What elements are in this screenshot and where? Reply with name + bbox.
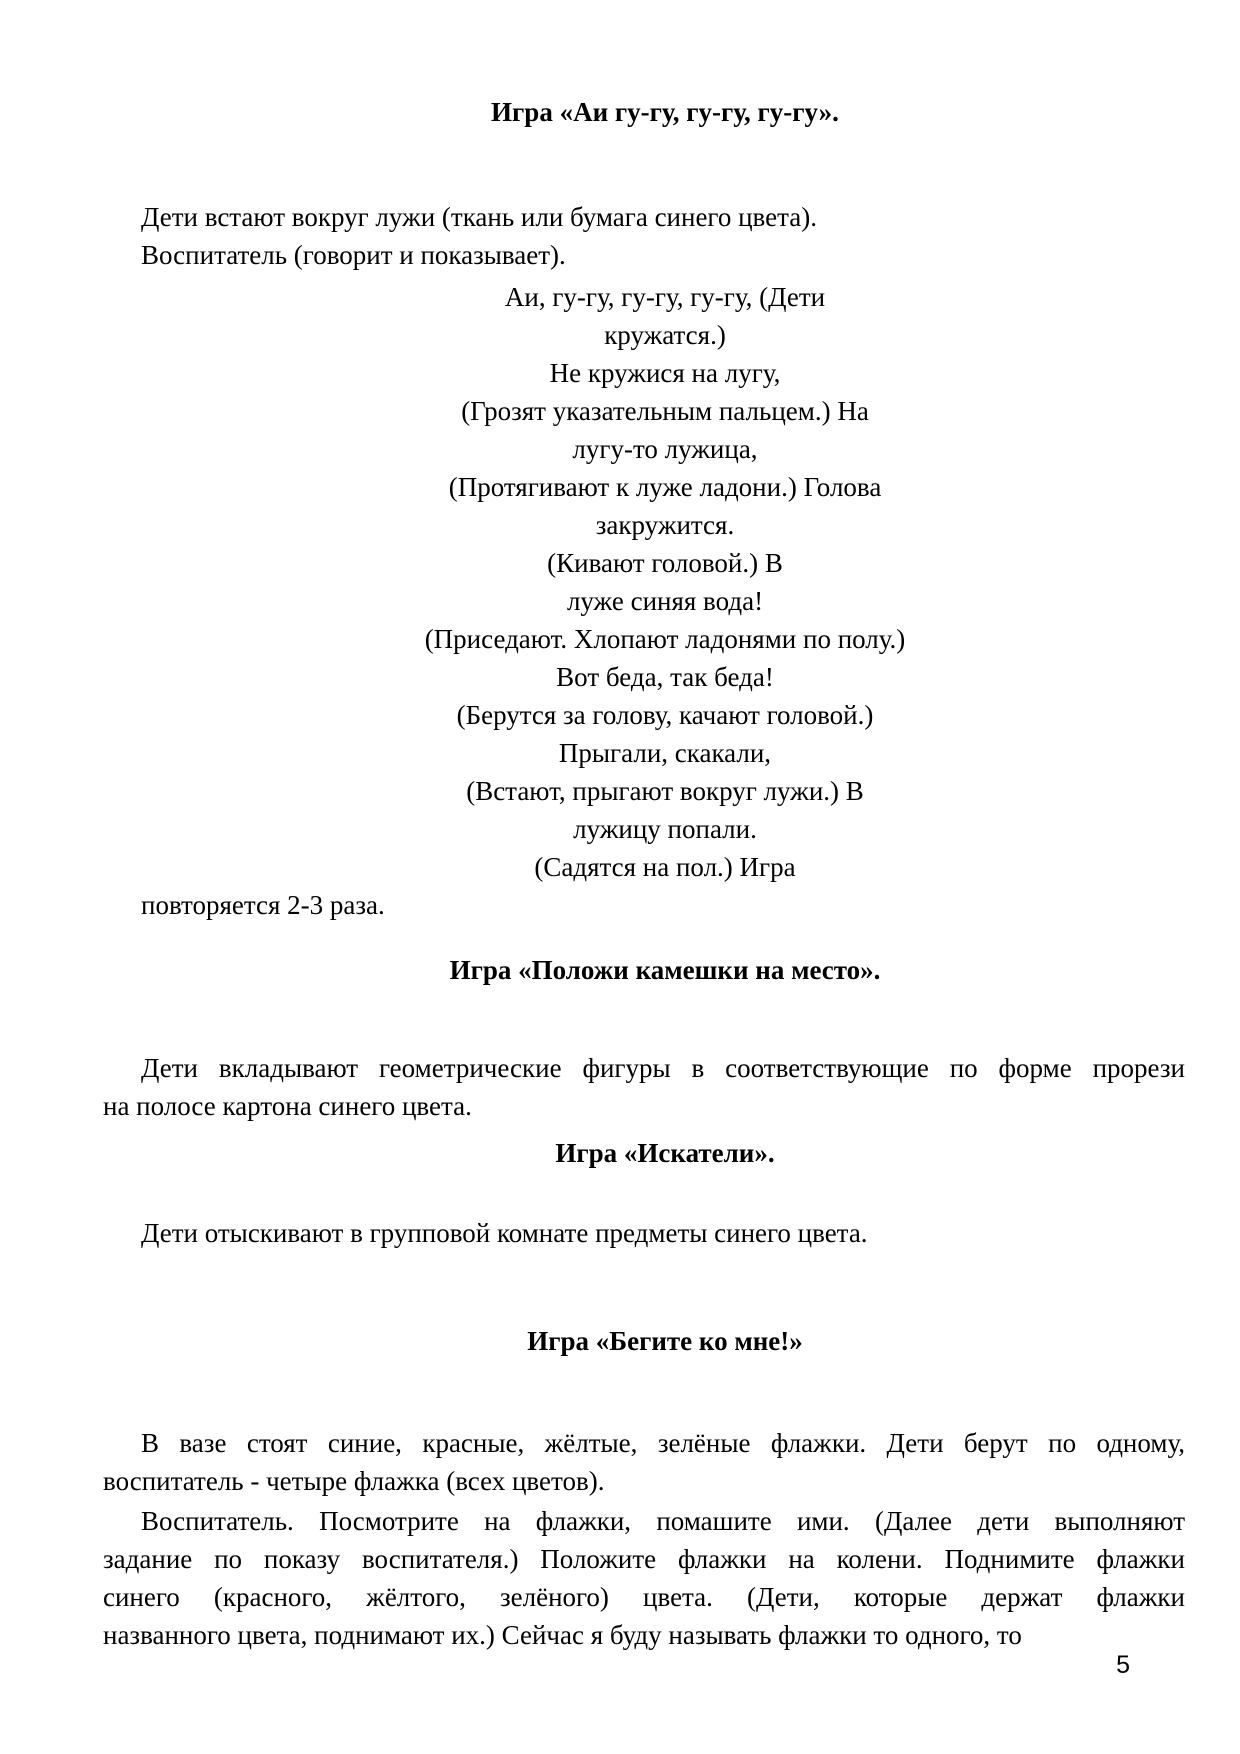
paragraph-line: синего (красного, жёлтого, зелёного) цвета. (Дети, которые держат флажки (103, 1582, 1185, 1612)
poem-line: Вот беда, так беда! (556, 662, 774, 692)
poem-line: закружится. (595, 510, 735, 540)
game1-intro-line: Дети встают вокруг лужи (ткань или бумага синего цвета). (141, 202, 817, 232)
game2-paragraph (103, 1049, 1185, 1125)
poem-line: луже синяя вода! (566, 586, 764, 616)
paragraph-line: Воспитатель. Посмотрите на флажки, помашите ими. (Далее дети выполняют (141, 1506, 1185, 1536)
paragraph-line: задание по показу воспитателя.) Положите флажки на колени. Поднимите флажки (103, 1544, 1185, 1574)
game1-title: Игра «Аи гу-гу, гу-гу, гу-гу». (491, 97, 839, 127)
poem-tail-line: повторяется 2-3 раза. (141, 890, 385, 920)
poem-line: (Садятся на пол.) Игра (534, 852, 796, 882)
page-number: 5 (1116, 1651, 1130, 1679)
game3-title: Игра «Искатели». (555, 1138, 775, 1168)
poem-line: (Протягивают к луже ладони.) Голова (448, 472, 882, 502)
paragraph-line: воспитатель - четыре флажка (всех цветов). (103, 1466, 605, 1496)
game2-title: Игра «Положи камешки на место». (449, 955, 881, 985)
poem-line: (Встают, прыгают вокруг лужи.) В (466, 776, 864, 806)
poem-line: лугу-то лужица, (572, 434, 758, 464)
poem-line: (Берутся за голову, качают головой.) (456, 700, 874, 730)
game4-title: Игра «Бегите ко мне!» (527, 1326, 803, 1356)
poem-line: (Грозят указательным пальцем.) На (461, 396, 869, 426)
poem-line: (Приседают. Хлопают ладонями по полу.) (424, 624, 906, 654)
paragraph-line: на полосе картона синего цвета. (103, 1091, 472, 1121)
page-content (0, 93, 1240, 1654)
poem-line: Прыгали, скакали, (558, 738, 772, 768)
poem-line: кружатся.) (604, 320, 726, 350)
poem-line: лужицу попали. (573, 814, 757, 844)
game1-poem (103, 278, 1185, 924)
game4-paragraph-1 (103, 1424, 1185, 1500)
paragraph-line: названного цвета, поднимают их.) Сейчас я буду называть флажки то одного, то (103, 1620, 1022, 1650)
game3-paragraph: Дети отыскивают в групповой комнате предметы синего цвета. (141, 1218, 868, 1248)
poem-line: Не кружися на лугу, (549, 358, 781, 388)
poem-line: (Кивают головой.) В (547, 548, 783, 578)
game4-paragraph-2 (103, 1502, 1185, 1654)
paragraph-line: Дети вкладывают геометрические фигуры в соответствующие по форме прорези (141, 1053, 1185, 1083)
poem-line: Аи, гу-гу, гу-гу, гу-гу, (Дети (504, 282, 826, 312)
game1-intro-line: Воспитатель (говорит и показывает). (141, 240, 566, 270)
paragraph-line: В вазе стоят синие, красные, жёлтые, зелёные флажки. Дети берут по одному, (141, 1428, 1185, 1458)
